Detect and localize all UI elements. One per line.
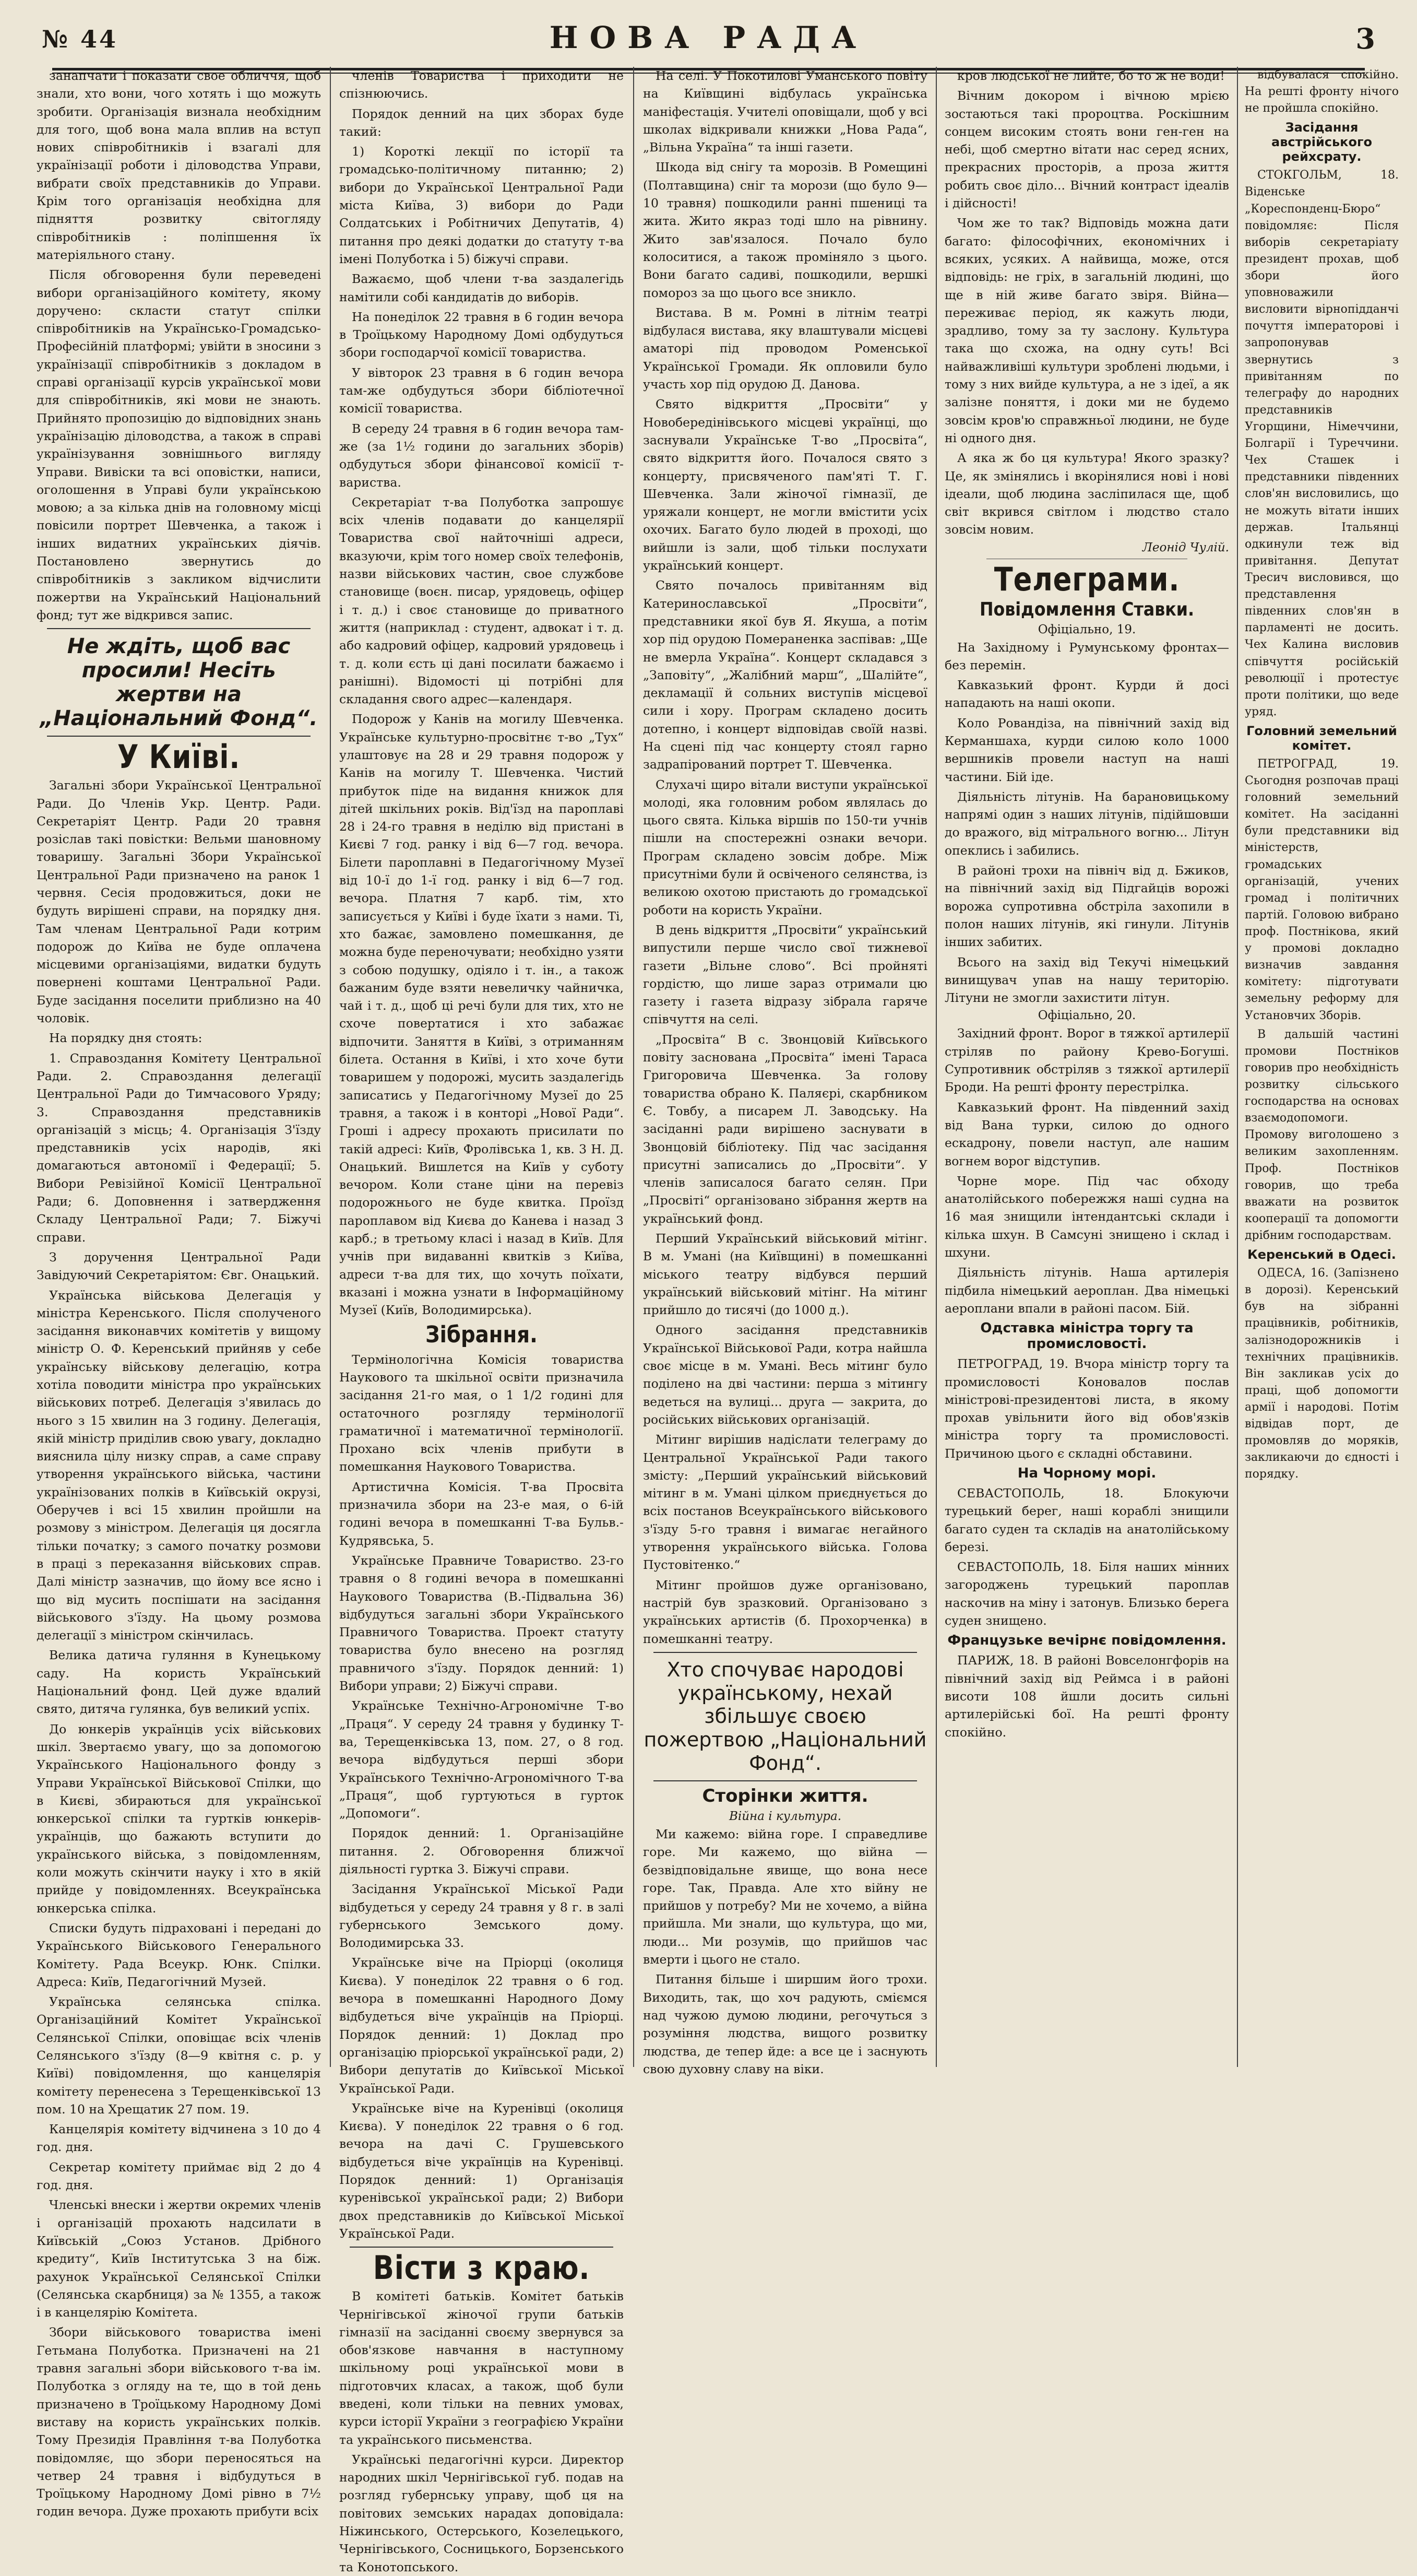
- article-text: Ми кажемо: війна горе. І справедливе горе. Ми кажемо, що війна — безвідповідальне явище, що вона несе горе. Так, Правда. Але хто війну не прийшов у потребу? Ми не хочемо, а війна прийшла. Ми знали, що культура, що ми, люди... Ми розумів, що прийшов час вмерти і цього не стало.: [643, 1826, 927, 1967]
- article-text: Кавказький фронт. На південний захід від Вана турки, силою до одного ескадрону, повели наступ, але нашим вогнем ворог відступив.: [945, 1100, 1229, 1168]
- article-text: Подорож у Канів на могилу Шевченка. Українське культурно-просвітнє т-во „Тух“ улаштовує на 28 и 29 травня подорож у Канів на могилу Т. Шевченка. Чистий прибуток піде на видання книжок для дітей шкільних років. Від'їзд на пароплаві 28 і 24-го травня в неділю від пристані в Києві 7 год. ранку і від 6—7 год. вечора. Білети пароплавні в Педагогічному Музеї від 10-ї до 1-ї год. ранку і від 6—7 год. вечора. Платня 7 карб. тім, хто записується у Київі і буде їхати з нами. Ті, хто бажає, замовлено помешкання, де можна буде переночувати; необхідно узяти з собою подушку, одіяло і т. ін., а також бажаним буде взяти невеличку чайничка, чай і т. д., щоб ці речі були для тих, хто не схоче повертатися і хто забажає відпочити. Заняття в Київі, з отриманням білета. Остання в Київі, і хто хоче бути товаришем у подорожі, мусить заздалегідь записатись у Педагогічному Музеї до 25 травня, а також і в конторі „Нової Ради“. Гроші і адресу прохають присилати по такій адресі: Київ, Фролівська 1, кв. 3 Н. Д. Онацький. Вишлется на Київ у суботу вечором. Коли стане ціни на перевіз подорожнього не буде квитка. Проїзд пароплавом від Києва до Канева і назад 3 карб.; в третьому класі і назад в Київ. Для учнів при видаванні квитків з Київа, адреси т-ва для тих, що хочуть поїхати, вказані і можна узнати в Інформаційному Музеї (Київ, Володимирська).: [339, 712, 624, 1318]
- article-headline: На Чорному морі.: [1017, 1465, 1157, 1481]
- column-divider: [936, 67, 937, 2067]
- divider: [47, 736, 311, 737]
- column-5: [1245, 67, 1399, 2067]
- column-divider: [633, 67, 634, 2067]
- article-text: Членські внески і жертви окремих членів і організацій прохають надсилати в Київській „Союз Установ. Дрібного кредиту“, Київ Інститутська 3 на біж. рахунок Української Селянської Спілки (Селянська скарбниця) за № 1355, а також і в канцелярію Комітета.: [37, 2197, 321, 2320]
- article-text: Мітинг пройшов дуже організовано, настрій був зразковий. Організовано з українських артистів (б. Прохорченка) в помешканні театру.: [643, 1577, 927, 1646]
- article-text: Українське Правниче Товариство. 23-го травня о 8 годині вечора в помешканні Наукового Товариства (В.-Підвальна 36) відбудуться загальні збори Українського Правничого Товариства. Проект статуту товариства було внесено на розгляд правничого з'їзду. Порядок денний: 1) Вибори управи; 2) Біжучі справи.: [339, 1553, 624, 1694]
- article-text: Секретар комітету приймає від 2 до 4 год. дня.: [37, 2159, 321, 2193]
- article-text: З доручення Центральної Ради Завідуючий Секретаріятом: Євг. Онацький.: [37, 1249, 321, 1283]
- article-headline: Головний земельний комітет.: [1246, 723, 1397, 753]
- article-text: Українське віче на Пріорці (околиця Києва). У понеділок 22 травня о 6 год. вечора в помешканні Народного Дому відбудеться віче українців на Пріорці. Порядок денний: 1) Доклад про організацію пріорської української ради, 2) Вибори депутатів до Київської Міської Української Ради.: [339, 1955, 624, 2096]
- issue-number: № 44: [42, 25, 118, 53]
- article-text: До юнкерів українців усіх військових шкіл. Звертаємо увагу, що за допомогою Українського Національного фонду з Управи Української Військової Спілки, що в Києві, збираються для української юнкерської спілки та гуртків юнкерів-українців, що бажають вступити до українського війська, з повідомленням, коли можуть скінчити науку і хто в якій прийде у повідомленнях. Всеукраїнська юнкерська спілка.: [37, 1721, 321, 1916]
- article-text: Шкода від снігу та морозів. В Ромещині (Полтавщина) сніг та морози (що було 9—10 травня) пошкодили ранні пшениці та жита. Жито якраз тоді шло на рівнину. Жито зав'язалося. Почало було колоситися, а також проміняло з цього. Вони багато садиві, пошкодили, вершкі помороз за що цього все зникло.: [643, 160, 927, 300]
- article-text: членів Товариства і приходити не спізнюючись.: [339, 68, 624, 101]
- article-text: Вічним докором і вічною мрією зостаються такі пророцтва. Роскішним сонцем високим стоять вони ген-ген на небі, щоб смертно вітати нас серед ясних, прекрасних просторів, а проза життя робить своє діло... Вічний контраст ідеалів і дійсності!: [945, 88, 1229, 211]
- article-text: Порядок денний: 1. Організаційне питання. 2. Обговорення ближчої діяльності гуртка 3. Біжучі справи.: [339, 1826, 624, 1876]
- article-text: Слухачі щиро вітали виступи української молоді, яка головним робом являлась до цього свята. Кілька віршів по 150-ти учнів пішли на спостережні ознаки вечори. Програм складено зовсім добре. Між присутніми були й освіченого селянства, із великою охотою пристають до громадської роботи на користь України.: [643, 777, 927, 917]
- article-text: Свято відкриття „Просвіти“ у Новобередінівського місцеві українці, що заснували Українське Т-во „Просвіта“, свято відкриття його. Почалося свято з концерту, присвяченого пам'яті Т. Г. Шевченка. Зали жіночої гімназії, де уряжали концерт, не могли вмістити усіх охочих. Багато було людей в проході, що вийшли із зали, щоб тільки послухати український концерт.: [643, 397, 927, 573]
- article-text: У вівторок 23 травня в 6 годин вечора там-же одбудуться збори бібліотечної комісії товариства.: [339, 365, 624, 416]
- article-text: Канцелярія комітету відчинена з 10 до 4 год. дня.: [37, 2122, 321, 2155]
- article-text: ОДЕСА, 16. (Запізнено в дорозі). Керенський був на зібранні працівників, робітників, залізнодорожників і технічних працівників. Він закликав усіх до праці, щоб допомогти армії і народові. Потім відвідав порт, де промовляв до моряків, закликаючи до єдності і порядку.: [1245, 1267, 1399, 1481]
- column-divider: [330, 67, 331, 2067]
- article-text: Українська селянська спілка. Організаційний Комітет Української Селянської Спілки, оповіщає всіх членів Селянського з'їзду (8—9 квітня с. р. у Київі) повідомлення, що канцелярія комітету перенесена з Терещенківської 13 пом. 10 на Хрещатик 27 пом. 19.: [37, 1994, 321, 2117]
- divider: [653, 1652, 917, 1653]
- article-text: занапчати і показати свое обличчя, щоб знали, хто вони, чого хотять і що можуть зробити. Організація визнала необхідним для того, щоб вона мала вплив на вступ нових співробітників і взагалі для українізації роботи і діловодства Управи, вибрати своїх представників до Управи. Крім того організація необхідна для підняття розвитку світогляду співробітників : поліпшення їх матеріяльного стану.: [37, 68, 321, 262]
- section-heading: Сторінки життя.: [702, 1785, 868, 1806]
- article-text: 1) Короткі лекції по історії та громадсько-політичному питанню; 2) вибори до Української Центральної Ради міста Київа, 3) вибори до Ради Солдатських і Робітничих Депутатів, 4) питання про деякі додатки до статуту т-ва імені Полуботка і 5) біжучі справи.: [339, 144, 624, 266]
- article-text: 1. Справоздання Комітету Центральної Ради. 2. Справоздання делегації Центральної Ради до Тимчасового Уряду; 3. Справоздання представників організацій з місць; 4. Організація З'їзду представників усіх народів, які домагаються автономії і Федерації; 5. Вибори Ревізійної Комісії Центральної Ради; 6. Доповнення і затвердження Складу Центральної Ради; 7. Біжучі справи.: [37, 1050, 321, 1245]
- article-text: Термінологічна Комісія товариства Наукового та шкільної освіти призначила засідання 21-го мая, о 1 1/2 годині для остаточного розгляду термінології граматичної і математичної термінології. Прохано всіх членів прибути в помешкання Наукового Товариства.: [339, 1352, 624, 1474]
- article-text: Засідання Української Міської Ради відбудеться у середу 24 травня у 8 г. в залі губернського Земського дому. Володимирська 33.: [339, 1882, 624, 1951]
- article-headline: Засідання австрійського рейхсрату.: [1271, 120, 1372, 164]
- article-text: А яка ж бо ця культура! Якого зразку? Це, як змінялись і вкорінялися нові і нові ідеали, щоб людина засліпилася ще, щоб світ вкрився світлом і людство стало зовсім новим.: [945, 451, 1229, 537]
- article-text: Важаємо, щоб члени т-ва заздалегідь намітили собі кандидатів до виборів.: [339, 271, 624, 304]
- article-text: Коло Ровандіза, на північний захід від Керманшаха, курди силою коло 1000 вершників провели наступ на наші частини. Бій іде.: [945, 715, 1229, 784]
- article-text: В день відкриття „Просвіти“ український випустили перше число свої тижневої газети „Вільне слово“. Всі пройняті гордістю, що лише зараз отримали цю газету і газета відразу зібрала гаряче співчуття на селі.: [643, 922, 927, 1027]
- article-text: Всього на захід від Текучі німецький винищувач упав на нашу територію. Літуни не змогли захистити літун.: [945, 954, 1229, 1006]
- article-text: Питання більше і ширшим його трохи. Виходить, так, що хоч радують, сміємся над чужою думою людини, регочуться з розуміння людства, вищого розвитку людства, де тепер йде: а все це і заснують свою духовну славу на віки.: [643, 1972, 927, 2076]
- column-2: [339, 67, 624, 2574]
- article-text: В комітеті батьків. Комітет батьків Чернігівської жіночої групи батьків гімназії на засіданні своєму звернувся за обов'язкове навчання в наступному шкільному році української мови в підготовчих класах, а також, щоб були введені, коли тільки на певних умовах, курси історії України з географією України та українського письменства.: [339, 2289, 624, 2447]
- appeal-box: Хто спочуває народові українському, нехай збільшує своєю пожертвою „Національний Фонд“.: [644, 1658, 927, 1775]
- section-heading: У Київі.: [117, 738, 241, 776]
- column-1: [37, 67, 321, 2519]
- article-text: Одного засідання представників Української Військової Ради, котра найшла своє місце в м. Умані. Весь мітинг було поділено на дві частини: перша з мітингу ведеться на вулиці... друга — закрита, до російських військових організацій.: [643, 1322, 927, 1427]
- section-heading: Вісти з краю.: [373, 2249, 590, 2287]
- column-3: [643, 67, 927, 2076]
- article-text: кров людської не лийте, бо то ж не води!: [957, 68, 1225, 83]
- author-signature: Леонід Чулій.: [1142, 540, 1229, 554]
- section-heading: Телеграми.: [994, 560, 1180, 598]
- column-4: [945, 67, 1229, 2067]
- article-text: Перший Український військовий мітінг. В м. Умані (на Київщині) в помешканні міського театру відбувся перший український військовий мітінг. На мітинг прийшло до тисячі (до 1000 д.).: [643, 1231, 927, 1318]
- article-text: На порядку дня стоять:: [49, 1031, 203, 1046]
- article-text: Велика датича гуляння в Кунецькому саду. На користь Український Національний фонд. Цей дуже вдалий свято, дитяча гулянка, був великий успіх.: [37, 1648, 321, 1717]
- article-text: „Просвіта“ В с. Звонцовій Київського повіту заснована „Просвіта“ імені Тараса Григоровича Шевченка. За голову товариства обрано К. Паляєрі, скарбником Є. Товбу, а писарем Л. Заводську. На засіданні ради вирішено заснувати в Звонцовій бібліотеку. Під час засідання присутні записались до „Просвіти“. У членів записалося багато селян. При „Просвіті“ організовано зібрання жертв на український фонд.: [643, 1032, 927, 1226]
- article-text: СЕВАСТОПОЛЬ, 18. Біля наших мінних загороджень турецький пароплав наскочив на міну і затонув. Близько берега суден знищено.: [945, 1559, 1229, 1628]
- article-text: Після обговорення були переведені вибори організаційного комітету, якому доручено: скласти статут спілки співробітників на Українсько-Громадсько-Професійній платформі; увійти в зносини з українізації співробітників з докладом в справі організації курсів української мови для співробітників, які мови не знають. Прийнято пропозицію до відповідних знань українізацію діловодства, а також в справі українізування зовнішнього вигляду Управи. Вивіски та всі оповістки, написи, оголошення в Управі були українською мовою; а за кілька днів на головному місці повісили портрет Шевченка, а також і інших видатних українських діячів. Постановлено звернутись до співробітників з закликом відчислити пожертви на Український Національний фонд; тут же відкрився запис.: [37, 267, 321, 622]
- article-text: СТОКГОЛЬМ, 18. Віденське „Кореспонденц-Бюро“ повідомляє: Після виборів секретаріату президент прохав, щоб збори його уповноважили висловити вірнопідданчі почуття імператорові і запропонував звернутись з привітанням по телеграфу до народних представників Угорщини, Німеччини, Болгарії і Туреччини. Чех Сташек і представники південних слов'ян висловились, що не можуть вітати інших держав. Італьянці одкинули теж від привітання. Депутат Тресич висловився, що представлення південних слов'ян в парламенті не досить. Чех Калина висловив співчуття російській революції і протестує проти політики, що веде уряд.: [1245, 169, 1399, 718]
- article-text: В дальшій частині промови Постніков говорив про необхідність розвитку сільського господарства на основах взаємодопомоги. Промову виголошено з великим захопленням. Проф. Постніков говорив, що треба вважати на розвиток кооперації та допомогти дрібним господарствам.: [1245, 1027, 1399, 1242]
- article-text: Діяльність літунів. Наша артилерія підбила німецький аероплан. Два німецькі аероплани впали в районі пасом. Бій.: [945, 1265, 1229, 1316]
- article-text: відбувалася спокійно. На решті фронту нічого не пройшла спокійно.: [1245, 68, 1399, 115]
- article-text: Кавказький фронт. Курди й досі нападають на наші окопи.: [945, 678, 1229, 711]
- article-text: Українська військова Делегація у міністра Керенського. Після сполученого засідання виконавчих комітетів у вищому міністр О. Ф. Керенський прийняв у себе українську військову делегацію, котра хотіла поводити міністра про українських військових потреб. Делегація з'явилась до нього з 15 хвилин на 3 годину. Делегація, якій міністр приділив свою увагу, докладно вияснила цілу низку справ, а саме справу утворення українського війська, частини українізованих полків в Київській окрузі, Оберучев і всі 15 хвилин пройшли на розмову з міністром. Делегація ця досягла тільки початку; з самого початку розмови в праці з переказання військових справ. Далі міністр зазначив, що йому все ясно і що від мусить поспішати на засідання військового з'їзду. На цьому розмова делегації з міністром скінчилась.: [37, 1287, 321, 1643]
- article-text: Українське віче на Куренівці (околиця Києва). У понеділок 22 травня о 6 год. вечора на дачі С. Грушевського відбудеться віче українців на Куренівці. Порядок денний: 1) Організація куренівської української ради; 2) Вибори двох представників до Київської Міської Української Ради.: [339, 2100, 624, 2241]
- masthead: [31, 16, 1386, 63]
- article-text: Чорне море. Під час обходу анатолійського побережжя наші судна на 16 мая знищили інтендантські склади і кілька шхун. В Самсуні знищено і склад і шхуни.: [945, 1173, 1229, 1260]
- article-subtitle: Війна і культура.: [729, 1809, 842, 1823]
- article-text: На понеділок 22 травня в 6 годин вечора в Троїцькому Народному Домі одбудуться збори господарчої комісії товариства.: [339, 309, 624, 360]
- article-text: Українські педагогічні курси. Директор народних шкіл Чернігівської губ. подав на розгляд губернську управу, щоб ця на повітових земських нарадах доповідала: Ніжинського, Остерського, Козелецького, Чернігівського, Сосницького, Борзенського та Конотопського.: [339, 2452, 624, 2574]
- article-text: На Західному і Румунському фронтах—без перемін.: [945, 640, 1229, 672]
- divider: [653, 1780, 917, 1781]
- article-text: Вистава. В м. Ромні в літнім театрі відбулася вистава, яку влаштували місцеві аматорі під проводом Роменської Української Громади. Як опловили було участь хор під орудою Д. Данова.: [643, 305, 927, 392]
- article-text: ПЕТРОГРАД, 19. Сьогодня розпочав праці головний земельний комітет. На засіданні були представники від міністерств, громадських організацій, учених громад і політичних партій. Головою вибрано проф. Постнікова, який у промові докладно визначив завдання комітету: підготувати земельну реформу для Установчих Зборів.: [1245, 757, 1399, 1022]
- article-text: Секретаріат т-ва Полуботка запрошує всіх членів подавати до канцелярії Товариства свої найточніші адреси, вказуючи, крім того номер своїх телефонів, назви військових частин, свое службове становище (воєн. писар, урядовець, офіцер і т. д.) і своє становище до приватного життя (наприклад : студент, адвокат і т. д. або кадровий офіцер, кадровий урядовець і т. д. коли єсть ці дані посилати бажаємо і ранішні). Відомості ці потрібні для складання свого адрес—календаря.: [339, 494, 624, 707]
- divider: [47, 628, 311, 629]
- article-text: Збори військового товариства імені Гетьмана Полуботка. Призначені на 21 травня загальні збори військового т-ва ім. Полуботка з огляду на те, що в той день призначено в Троїцькому Народному Домі виставу на користь українських полків. Тому Президія Правління т-ва Полуботка повідомляє, що збори переносяться на четвер 24 травня і відбудуться в Троїцькому Народному Домі рівно в 7½ годин вечора. Дуже прохають прибути всіх: [37, 2325, 321, 2519]
- article-text: На селі. У Покотилові Уманського повіту на Київщині відбулась українська маніфестація. Учителі оповіщали, щоб у всі школах відкривали книжки „Нова Рада“, „Вільна Україна“ та інші газети.: [643, 68, 927, 155]
- article-text: Чом же то так? Відповідь можна дати багато: філософічних, економічних і всяких, усяких. А найвища, може, отся відповідь: не гріх, в загальній людині, що ще в ній живе багато звіря. Війна—переживає період, як кажуть люди, зрадливо, тому за ту заслону. Культура така що схожа, на одну суть! Всі найважливіші культури зроблені людьми, і тому з них вийде культура, а не з ідеї, а як залізне поняття, і доки ми не будемо зовсім кров'ю справжньої людини, не буде ні одного дня.: [945, 216, 1229, 445]
- article-text: В середу 24 травня в 6 годин вечора там-же (за 1½ години до загальних зборів) одбудуться збори фінансової комісії т-вариства.: [339, 421, 624, 490]
- article-text: Діяльність літунів. На барановицькому напрямі один з наших літунів, підійшовши до вражого, від мітрального вогню... Літун опеклись і забились.: [945, 789, 1229, 858]
- column-divider: [1237, 67, 1238, 2067]
- article-text: ПАРИЖ, 18. В районі Вовселонгфорів на північний захід від Реймса і в районі висоти 108 йшли досить сильні артилерійські бої. На решті фронту спокійно.: [945, 1653, 1229, 1740]
- divider: [350, 2247, 613, 2248]
- newspaper-title: НОВА РАДА: [549, 20, 868, 55]
- article-text: Західний фронт. Ворог в тяжкої артилерії стріляв по району Крево-Богуші. Супротивник обстріляв з тяжкої артилерії Броди. На решті фронту перестрілка.: [945, 1026, 1229, 1095]
- article-text: Загальні збори Української Центральної Ради. До Членів Укр. Центр. Ради. Секретаріят Центр. Ради 20 травня розіслав такі повістки: Вельми шановному товаришу. Загальні Збори Української Центральної Ради призначено на ранок 1 червня. Сесія продовжиться, доки не будуть вирішені справи, на порядку дня. Там членам Центральної Ради котрим подорож до Київа не буде оплачена місцевими організаціями, видатки будуть повернені коштами Центральної Ради. Буде засідання поселити приблизно на 40 чоловік.: [37, 778, 321, 1026]
- article-text: Мітинг вирішив надіслати телеграму до Центральної Української Ради такого змісту: „Перший український військовий мітинг в м. Умані цілком приєднується до всіх постанов Всеукраїнського військового з'їзду 5-го травня і вимагає негайного утворення українського війська. Голова Пустовітенко.“: [643, 1432, 927, 1573]
- article-text: Артистична Комісія. Т-ва Просвіта призначила збори на 23-е мая, о 6-ій годині вечора в помешканні Т-ва Бульв.-Кудрявська, 5.: [339, 1479, 624, 1548]
- article-text: ПЕТРОГРАД, 19. Вчора міністр торгу та промисловості Коновалов послав міністрові-президентові листа, в якому прохав увільнити його від обов'язків міністра торгу та промисловості. Причиною цього є складні обставини.: [945, 1356, 1229, 1461]
- dateline: Офіціально, 20.: [1038, 1009, 1136, 1023]
- dateline: Офіціально, 19.: [1038, 622, 1136, 636]
- article-headline: Французьке вечірнє повідомлення.: [947, 1633, 1227, 1649]
- article-text: Українське Технічно-Агрономічне Т-во „Праця“. У середу 24 травня у будинку Т-ва, Терещенківська 13, пом. 27, о 8 год. вечора відбудуться перші збори Українського Технічно-Агрономічного Т-ва „Праця“, щоб гуртуються в гурток „Допомоги“.: [339, 1698, 624, 1821]
- section-heading: Зібрання.: [425, 1321, 538, 1349]
- article-text: В районі трохи на північ від д. Бжиков, на північний захід від Підгайців ворожі ворожа супротивна обстріла захопили в полон наших літунів, які гинули. Літунів інших забитих.: [945, 863, 1229, 950]
- article-text: Свято почалось привітанням від Катеринославської „Просвіти“, представники якої був Я. Якуша, а потім хор під орудою Помераненка заспівав: „Ще не вмерла Україна“. Концерт складався з „Заповіту“, „Жалібний марш“, „Шалійте“, декламації й сольних виступів місцевої сили і хору. Програм складено досить дотепно, і концерт відповідав своїй назві. На сцені під час концерту стоял гарно задрапірований портрет Т. Шевченка.: [643, 578, 927, 772]
- appeal-box: Не ждіть, щоб вас просили! Несіть жертви на „Національний Фонд“.: [40, 634, 318, 731]
- section-subheading: Повідомлення Ставки.: [979, 598, 1195, 620]
- article-text: СЕВАСТОПОЛЬ, 18. Блокуючи турецький берег, наші кораблі знищили багато суден та складів на анатолійському березі.: [945, 1485, 1229, 1554]
- article-headline: Одставка міністра торгу та промисловості.: [980, 1320, 1194, 1352]
- article-text: Списки будуть підраховані і передані до Українського Військового Генерального Комітету. Рада Всеукр. Юнк. Спілки. Адреса: Київ, Педагогічний Музей.: [37, 1920, 321, 1989]
- article-text: Порядок денний на цих зборах буде такий:: [339, 106, 624, 139]
- article-headline: Керенський в Одесі.: [1247, 1247, 1396, 1262]
- page-number: 3: [1355, 22, 1375, 55]
